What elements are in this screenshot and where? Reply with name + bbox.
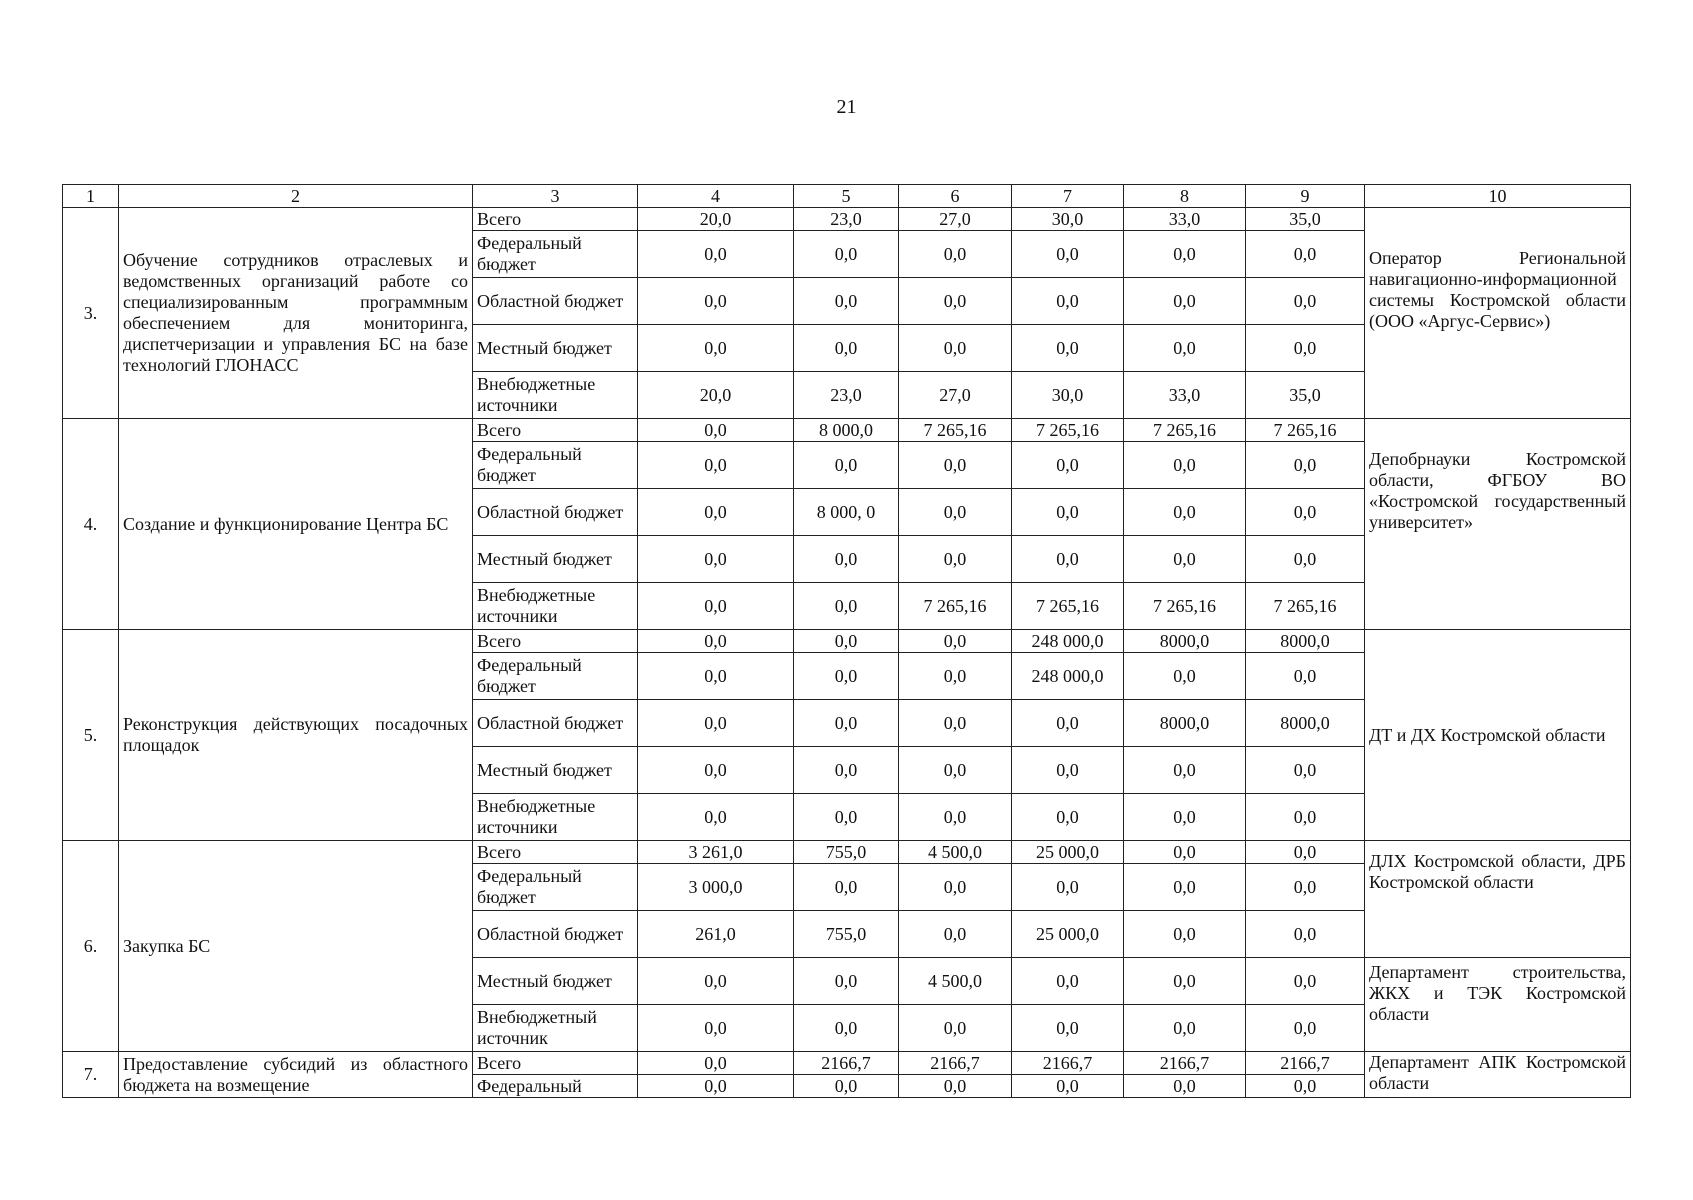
amount-cell: 0,0 (1012, 231, 1124, 278)
amount-cell: 0,0 (899, 864, 1012, 911)
amount-cell: 0,0 (638, 1075, 794, 1098)
amount-cell: 4 500,0 (899, 958, 1012, 1005)
amount-cell: 0,0 (638, 958, 794, 1005)
column-header: 2 (119, 185, 473, 208)
column-header: 10 (1365, 185, 1631, 208)
item-index: 4. (63, 419, 119, 630)
amount-cell: 7 265,16 (899, 583, 1012, 630)
amount-cell: 248 000,0 (1012, 630, 1124, 653)
amount-cell: 0,0 (1124, 536, 1246, 583)
amount-cell: 0,0 (1012, 700, 1124, 747)
amount-cell: 0,0 (794, 700, 899, 747)
amount-cell: 0,0 (899, 700, 1012, 747)
responsible-party: Департамент АПК Костромской области (1365, 1052, 1631, 1098)
amount-cell: 0,0 (638, 419, 794, 442)
item-name: Создание и функционирование Центра БС (119, 419, 473, 630)
funding-source: Всего (473, 1052, 638, 1075)
amount-cell: 0,0 (1246, 325, 1365, 372)
funding-source: Внебюджетные источники (473, 794, 638, 841)
amount-cell: 0,0 (1124, 489, 1246, 536)
amount-cell: 0,0 (1246, 231, 1365, 278)
amount-cell: 0,0 (794, 231, 899, 278)
amount-cell: 0,0 (899, 1075, 1012, 1098)
funding-source: Областной бюджет (473, 278, 638, 325)
amount-cell: 0,0 (638, 231, 794, 278)
amount-cell: 0,0 (1124, 1005, 1246, 1052)
amount-cell: 755,0 (794, 841, 899, 864)
amount-cell: 0,0 (1246, 864, 1365, 911)
funding-source: Всего (473, 208, 638, 231)
table-row (63, 419, 1631, 442)
amount-cell: 0,0 (1246, 958, 1365, 1005)
amount-cell: 0,0 (1124, 794, 1246, 841)
amount-cell: 0,0 (1012, 747, 1124, 794)
amount-cell: 0,0 (899, 1005, 1012, 1052)
amount-cell: 0,0 (638, 442, 794, 489)
amount-cell: 0,0 (1012, 864, 1124, 911)
item-index: 7. (63, 1052, 119, 1098)
amount-cell: 33,0 (1124, 208, 1246, 231)
amount-cell: 0,0 (1124, 442, 1246, 489)
amount-cell: 0,0 (899, 442, 1012, 489)
table-row (63, 1052, 1631, 1075)
amount-cell: 0,0 (1012, 536, 1124, 583)
funding-source: Федеральный бюджет (473, 442, 638, 489)
amount-cell: 4 500,0 (899, 841, 1012, 864)
amount-cell: 2166,7 (794, 1052, 899, 1075)
column-header: 1 (63, 185, 119, 208)
amount-cell: 0,0 (794, 583, 899, 630)
amount-cell: 8 000,0 (794, 419, 899, 442)
amount-cell: 0,0 (638, 1052, 794, 1075)
amount-cell: 0,0 (899, 231, 1012, 278)
funding-source: Внебюджетные источники (473, 583, 638, 630)
amount-cell: 3 000,0 (638, 864, 794, 911)
amount-cell: 0,0 (1124, 653, 1246, 700)
item-index: 3. (63, 208, 119, 419)
amount-cell: 7 265,16 (1012, 583, 1124, 630)
amount-cell: 0,0 (638, 794, 794, 841)
amount-cell: 7 265,16 (1124, 583, 1246, 630)
amount-cell: 8000,0 (1246, 630, 1365, 653)
amount-cell: 0,0 (638, 583, 794, 630)
funding-source: Местный бюджет (473, 325, 638, 372)
amount-cell: 8 000, 0 (794, 489, 899, 536)
amount-cell: 0,0 (899, 489, 1012, 536)
amount-cell: 0,0 (899, 536, 1012, 583)
amount-cell: 0,0 (1246, 442, 1365, 489)
funding-source: Областной бюджет (473, 911, 638, 958)
amount-cell: 0,0 (1012, 1005, 1124, 1052)
amount-cell: 0,0 (794, 747, 899, 794)
amount-cell: 0,0 (794, 325, 899, 372)
amount-cell: 0,0 (794, 630, 899, 653)
amount-cell: 30,0 (1012, 372, 1124, 419)
table-row (63, 630, 1631, 653)
amount-cell: 20,0 (638, 208, 794, 231)
amount-cell: 27,0 (899, 208, 1012, 231)
amount-cell: 0,0 (899, 794, 1012, 841)
item-index: 6. (63, 841, 119, 1052)
amount-cell: 248 000,0 (1012, 653, 1124, 700)
amount-cell: 0,0 (1124, 231, 1246, 278)
amount-cell: 25 000,0 (1012, 911, 1124, 958)
amount-cell: 20,0 (638, 372, 794, 419)
amount-cell: 0,0 (794, 864, 899, 911)
amount-cell: 0,0 (1246, 536, 1365, 583)
amount-cell: 0,0 (1012, 278, 1124, 325)
table-row (63, 208, 1631, 231)
funding-source: Местный бюджет (473, 747, 638, 794)
amount-cell: 35,0 (1246, 372, 1365, 419)
amount-cell: 0,0 (899, 325, 1012, 372)
amount-cell: 0,0 (1012, 794, 1124, 841)
amount-cell: 0,0 (638, 747, 794, 794)
amount-cell: 25 000,0 (1012, 841, 1124, 864)
amount-cell: 261,0 (638, 911, 794, 958)
amount-cell: 0,0 (794, 1005, 899, 1052)
amount-cell: 8000,0 (1124, 630, 1246, 653)
amount-cell: 0,0 (1246, 1005, 1365, 1052)
amount-cell: 0,0 (1124, 841, 1246, 864)
responsible-party: Оператор Региональной навигационно-информационной системы Костромской области (ООО «Аргус-Сервис») (1365, 208, 1631, 419)
table-row (63, 841, 1631, 864)
amount-cell: 0,0 (638, 653, 794, 700)
column-header: 5 (794, 185, 899, 208)
funding-source: Внебюджетный источник (473, 1005, 638, 1052)
amount-cell: 0,0 (899, 911, 1012, 958)
column-header: 8 (1124, 185, 1246, 208)
amount-cell: 0,0 (899, 278, 1012, 325)
amount-cell: 2166,7 (1124, 1052, 1246, 1075)
amount-cell: 35,0 (1246, 208, 1365, 231)
header-row (63, 185, 1631, 208)
funding-source: Федеральный бюджет (473, 231, 638, 278)
amount-cell: 0,0 (794, 958, 899, 1005)
amount-cell: 0,0 (1124, 864, 1246, 911)
amount-cell: 0,0 (1012, 489, 1124, 536)
responsible-party: Департамент строительства, ЖКХ и ТЭК Костромской области (1365, 958, 1631, 1052)
amount-cell: 0,0 (1012, 958, 1124, 1005)
column-header: 9 (1246, 185, 1365, 208)
amount-cell: 33,0 (1124, 372, 1246, 419)
amount-cell: 0,0 (1124, 1075, 1246, 1098)
responsible-party: ДЛХ Костромской области, ДРБ Костромской области (1365, 841, 1631, 958)
item-name: Обучение сотрудников отраслевых и ведомственных организаций работе со специализированным программным обеспечением для мониторинга, диспетчеризации и управления БС на базе технологий ГЛОНАСС (119, 208, 473, 419)
amount-cell: 0,0 (794, 653, 899, 700)
amount-cell: 7 265,16 (1246, 583, 1365, 630)
funding-source: Областной бюджет (473, 489, 638, 536)
item-name: Предоставление субсидий из областного бюджета на возмещение (119, 1052, 473, 1098)
item-index: 5. (63, 630, 119, 841)
amount-cell: 2166,7 (1012, 1052, 1124, 1075)
responsible-party: Депобрнауки Костромской области, ФГБОУ ВО «Костромской государственный университет» (1365, 419, 1631, 630)
amount-cell: 0,0 (1012, 1075, 1124, 1098)
amount-cell: 0,0 (1124, 911, 1246, 958)
amount-cell: 0,0 (1124, 278, 1246, 325)
amount-cell: 0,0 (794, 536, 899, 583)
amount-cell: 8000,0 (1246, 700, 1365, 747)
column-header: 6 (899, 185, 1012, 208)
funding-source: Внебюджетные источники (473, 372, 638, 419)
amount-cell: 7 265,16 (1246, 419, 1365, 442)
amount-cell: 0,0 (794, 794, 899, 841)
funding-source: Федеральный (473, 1075, 638, 1098)
amount-cell: 2166,7 (1246, 1052, 1365, 1075)
funding-source: Всего (473, 630, 638, 653)
column-header: 3 (473, 185, 638, 208)
amount-cell: 0,0 (1246, 1075, 1365, 1098)
amount-cell: 0,0 (794, 278, 899, 325)
amount-cell: 7 265,16 (1124, 419, 1246, 442)
funding-source: Федеральный бюджет (473, 653, 638, 700)
amount-cell: 0,0 (1012, 325, 1124, 372)
amount-cell: 0,0 (1124, 747, 1246, 794)
amount-cell: 23,0 (794, 208, 899, 231)
amount-cell: 0,0 (638, 536, 794, 583)
funding-source: Местный бюджет (473, 958, 638, 1005)
amount-cell: 0,0 (899, 653, 1012, 700)
amount-cell: 8000,0 (1124, 700, 1246, 747)
item-name: Реконструкция действующих посадочных площадок (119, 630, 473, 841)
responsible-party: ДТ и ДХ Костромской области (1365, 630, 1631, 841)
amount-cell: 0,0 (638, 630, 794, 653)
amount-cell: 0,0 (1012, 442, 1124, 489)
amount-cell: 0,0 (1246, 794, 1365, 841)
amount-cell: 23,0 (794, 372, 899, 419)
amount-cell: 0,0 (794, 1075, 899, 1098)
amount-cell: 0,0 (1124, 958, 1246, 1005)
amount-cell: 2166,7 (899, 1052, 1012, 1075)
amount-cell: 0,0 (1246, 841, 1365, 864)
amount-cell: 0,0 (899, 630, 1012, 653)
amount-cell: 0,0 (1246, 653, 1365, 700)
amount-cell: 0,0 (638, 325, 794, 372)
amount-cell: 0,0 (794, 442, 899, 489)
amount-cell: 0,0 (899, 747, 1012, 794)
funding-source: Федеральный бюджет (473, 864, 638, 911)
amount-cell: 0,0 (1124, 325, 1246, 372)
amount-cell: 0,0 (1246, 911, 1365, 958)
column-header: 4 (638, 185, 794, 208)
amount-cell: 0,0 (638, 278, 794, 325)
amount-cell: 7 265,16 (899, 419, 1012, 442)
amount-cell: 27,0 (899, 372, 1012, 419)
funding-source: Всего (473, 419, 638, 442)
amount-cell: 755,0 (794, 911, 899, 958)
amount-cell: 0,0 (638, 700, 794, 747)
amount-cell: 0,0 (1246, 747, 1365, 794)
funding-source: Областной бюджет (473, 700, 638, 747)
amount-cell: 0,0 (638, 1005, 794, 1052)
amount-cell: 0,0 (1246, 489, 1365, 536)
amount-cell: 3 261,0 (638, 841, 794, 864)
column-header: 7 (1012, 185, 1124, 208)
amount-cell: 7 265,16 (1012, 419, 1124, 442)
page-number: 21 (836, 96, 857, 118)
budget-table (62, 184, 1631, 1098)
amount-cell: 30,0 (1012, 208, 1124, 231)
funding-source: Всего (473, 841, 638, 864)
amount-cell: 0,0 (638, 489, 794, 536)
item-name: Закупка БС (119, 841, 473, 1052)
amount-cell: 0,0 (1246, 278, 1365, 325)
funding-source: Местный бюджет (473, 536, 638, 583)
